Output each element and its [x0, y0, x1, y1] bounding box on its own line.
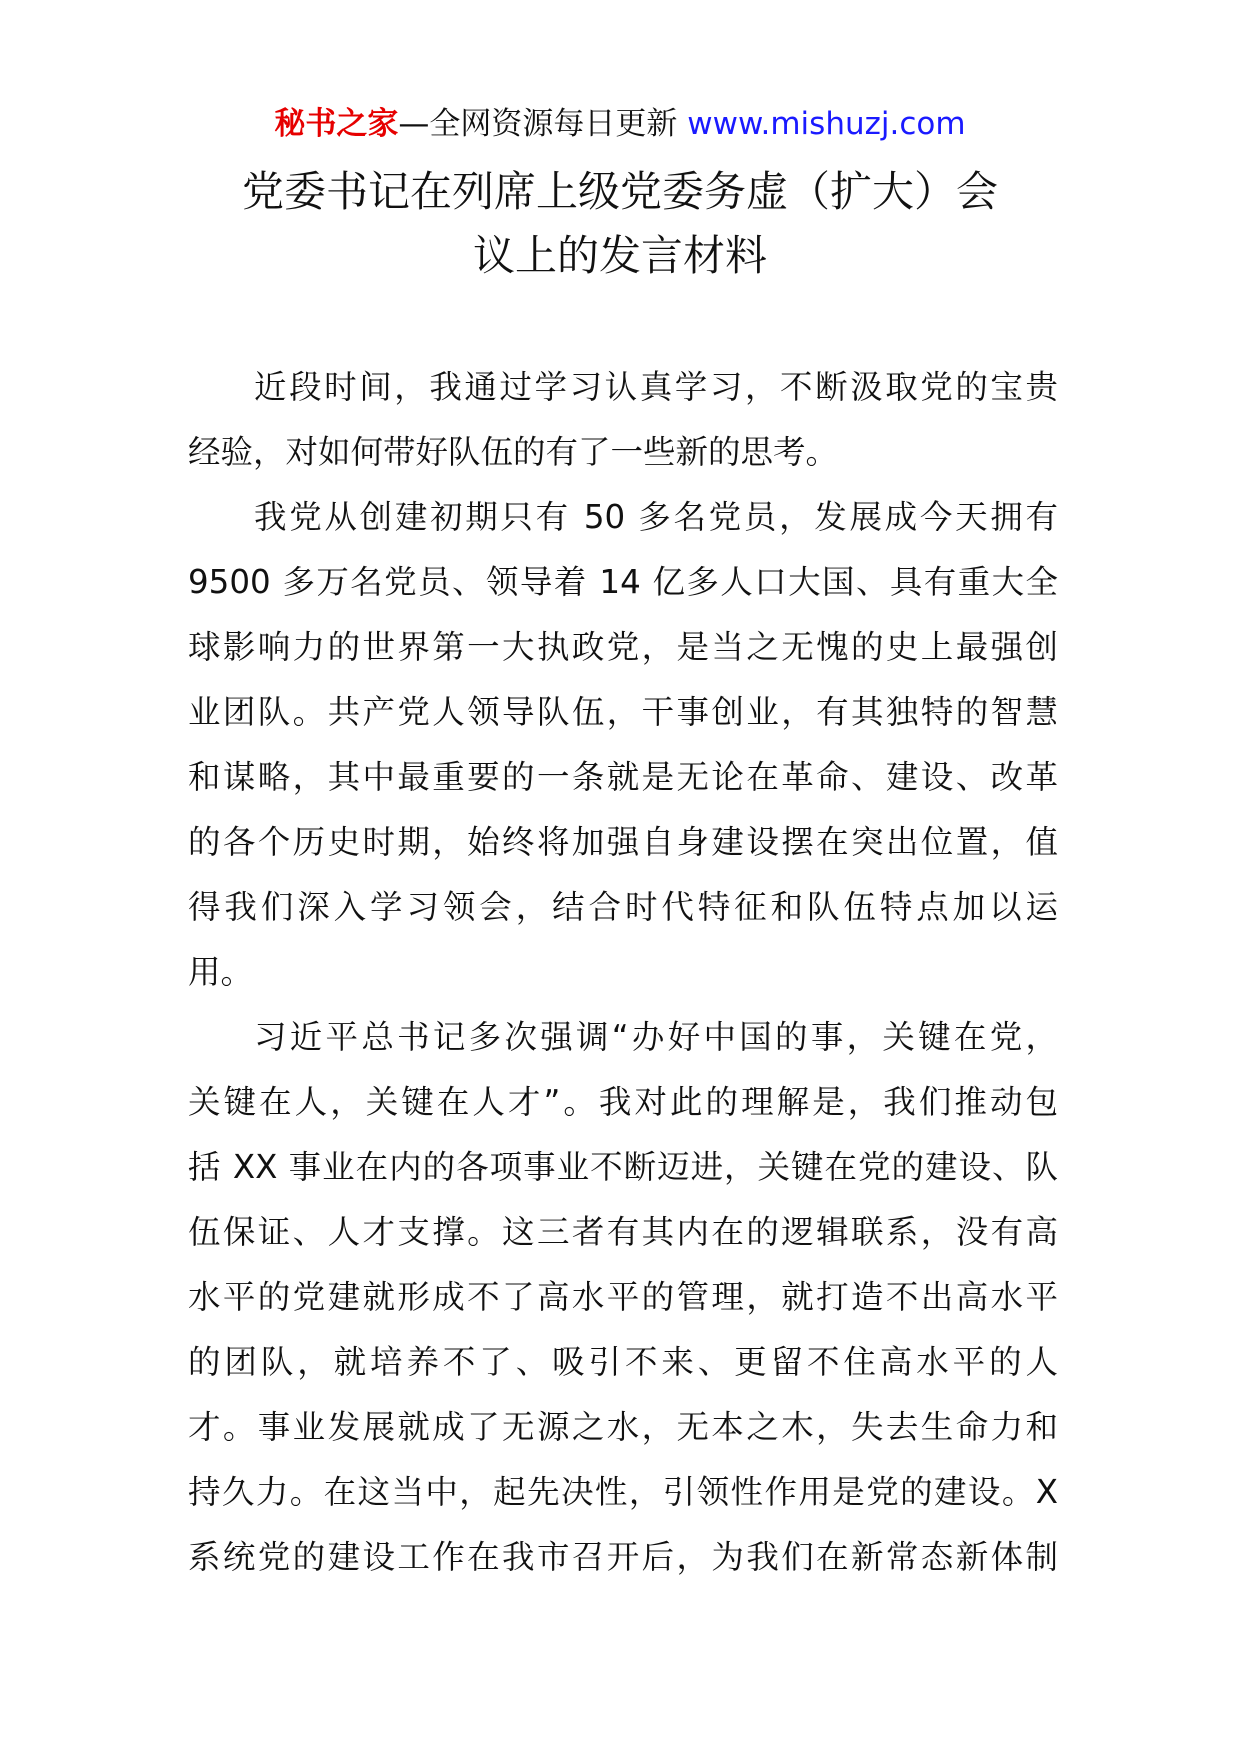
document-body [188, 355, 1058, 1590]
site-header [0, 100, 1240, 148]
paragraph-line: 和谋略，其中最重要的一条就是无论在革命、建设、改革 [188, 758, 1058, 796]
paragraph-line: 得我们深入学习领会，结合时代特征和队伍特点加以运 [188, 888, 1058, 926]
document-title [160, 160, 1080, 288]
title-line: 党委书记在列席上级党委务虚（扩大）会 [241, 167, 998, 216]
paragraph-line: 的各个历史时期，始终将加强自身建设摆在突出位置，值 [188, 823, 1058, 861]
site-brand: 秘书之家 [274, 106, 399, 142]
site-url-link[interactable]: www.mishuzj.com [687, 106, 966, 142]
paragraph-line: 经验，对如何带好队伍的有了一些新的思考。 [188, 433, 839, 471]
paragraph-line: 球影响力的世界第一大执政党，是当之无愧的史上最强创 [188, 628, 1058, 666]
paragraph-line: 9500 多万名党员、领导着 14 亿多人口大国、具有重大全 [188, 563, 1058, 601]
paragraph-line: 系统党的建设工作在我市召开后，为我们在新常态新体制 [188, 1538, 1058, 1576]
paragraph-line: 用。 [188, 953, 254, 991]
paragraph-line: 我党从创建初期只有 50 多名党员，发展成今天拥有 [254, 498, 1058, 536]
paragraph-line: 水平的党建就形成不了高水平的管理，就打造不出高水平 [188, 1278, 1058, 1316]
site-slogan: —全网资源每日更新 [398, 106, 688, 142]
paragraph-line: 业团队。共产党人领导队伍，干事创业，有其独特的智慧 [188, 693, 1058, 731]
paragraph-line: 伍保证、人才支撑。这三者有其内在的逻辑联系，没有高 [188, 1213, 1058, 1251]
paragraph-line: 关键在人，关键在人才”。我对此的理解是，我们推动包 [188, 1083, 1058, 1121]
paragraph-line: 习近平总书记多次强调“办好中国的事，关键在党， [254, 1018, 1058, 1056]
paragraph-line: 的团队，就培养不了、吸引不来、更留不住高水平的人 [188, 1343, 1058, 1381]
paragraph-line: 近段时间，我通过学习认真学习，不断汲取党的宝贵 [254, 368, 1058, 406]
title-line: 议上的发言材料 [472, 231, 767, 280]
paragraph-line: 持久力。在这当中，起先决性，引领性作用是党的建设。X [188, 1473, 1058, 1511]
paragraph-line: 括 XX 事业在内的各项事业不断迈进，关键在党的建设、队 [188, 1148, 1058, 1186]
paragraph-line: 才。事业发展就成了无源之水，无本之木，失去生命力和 [188, 1408, 1058, 1446]
